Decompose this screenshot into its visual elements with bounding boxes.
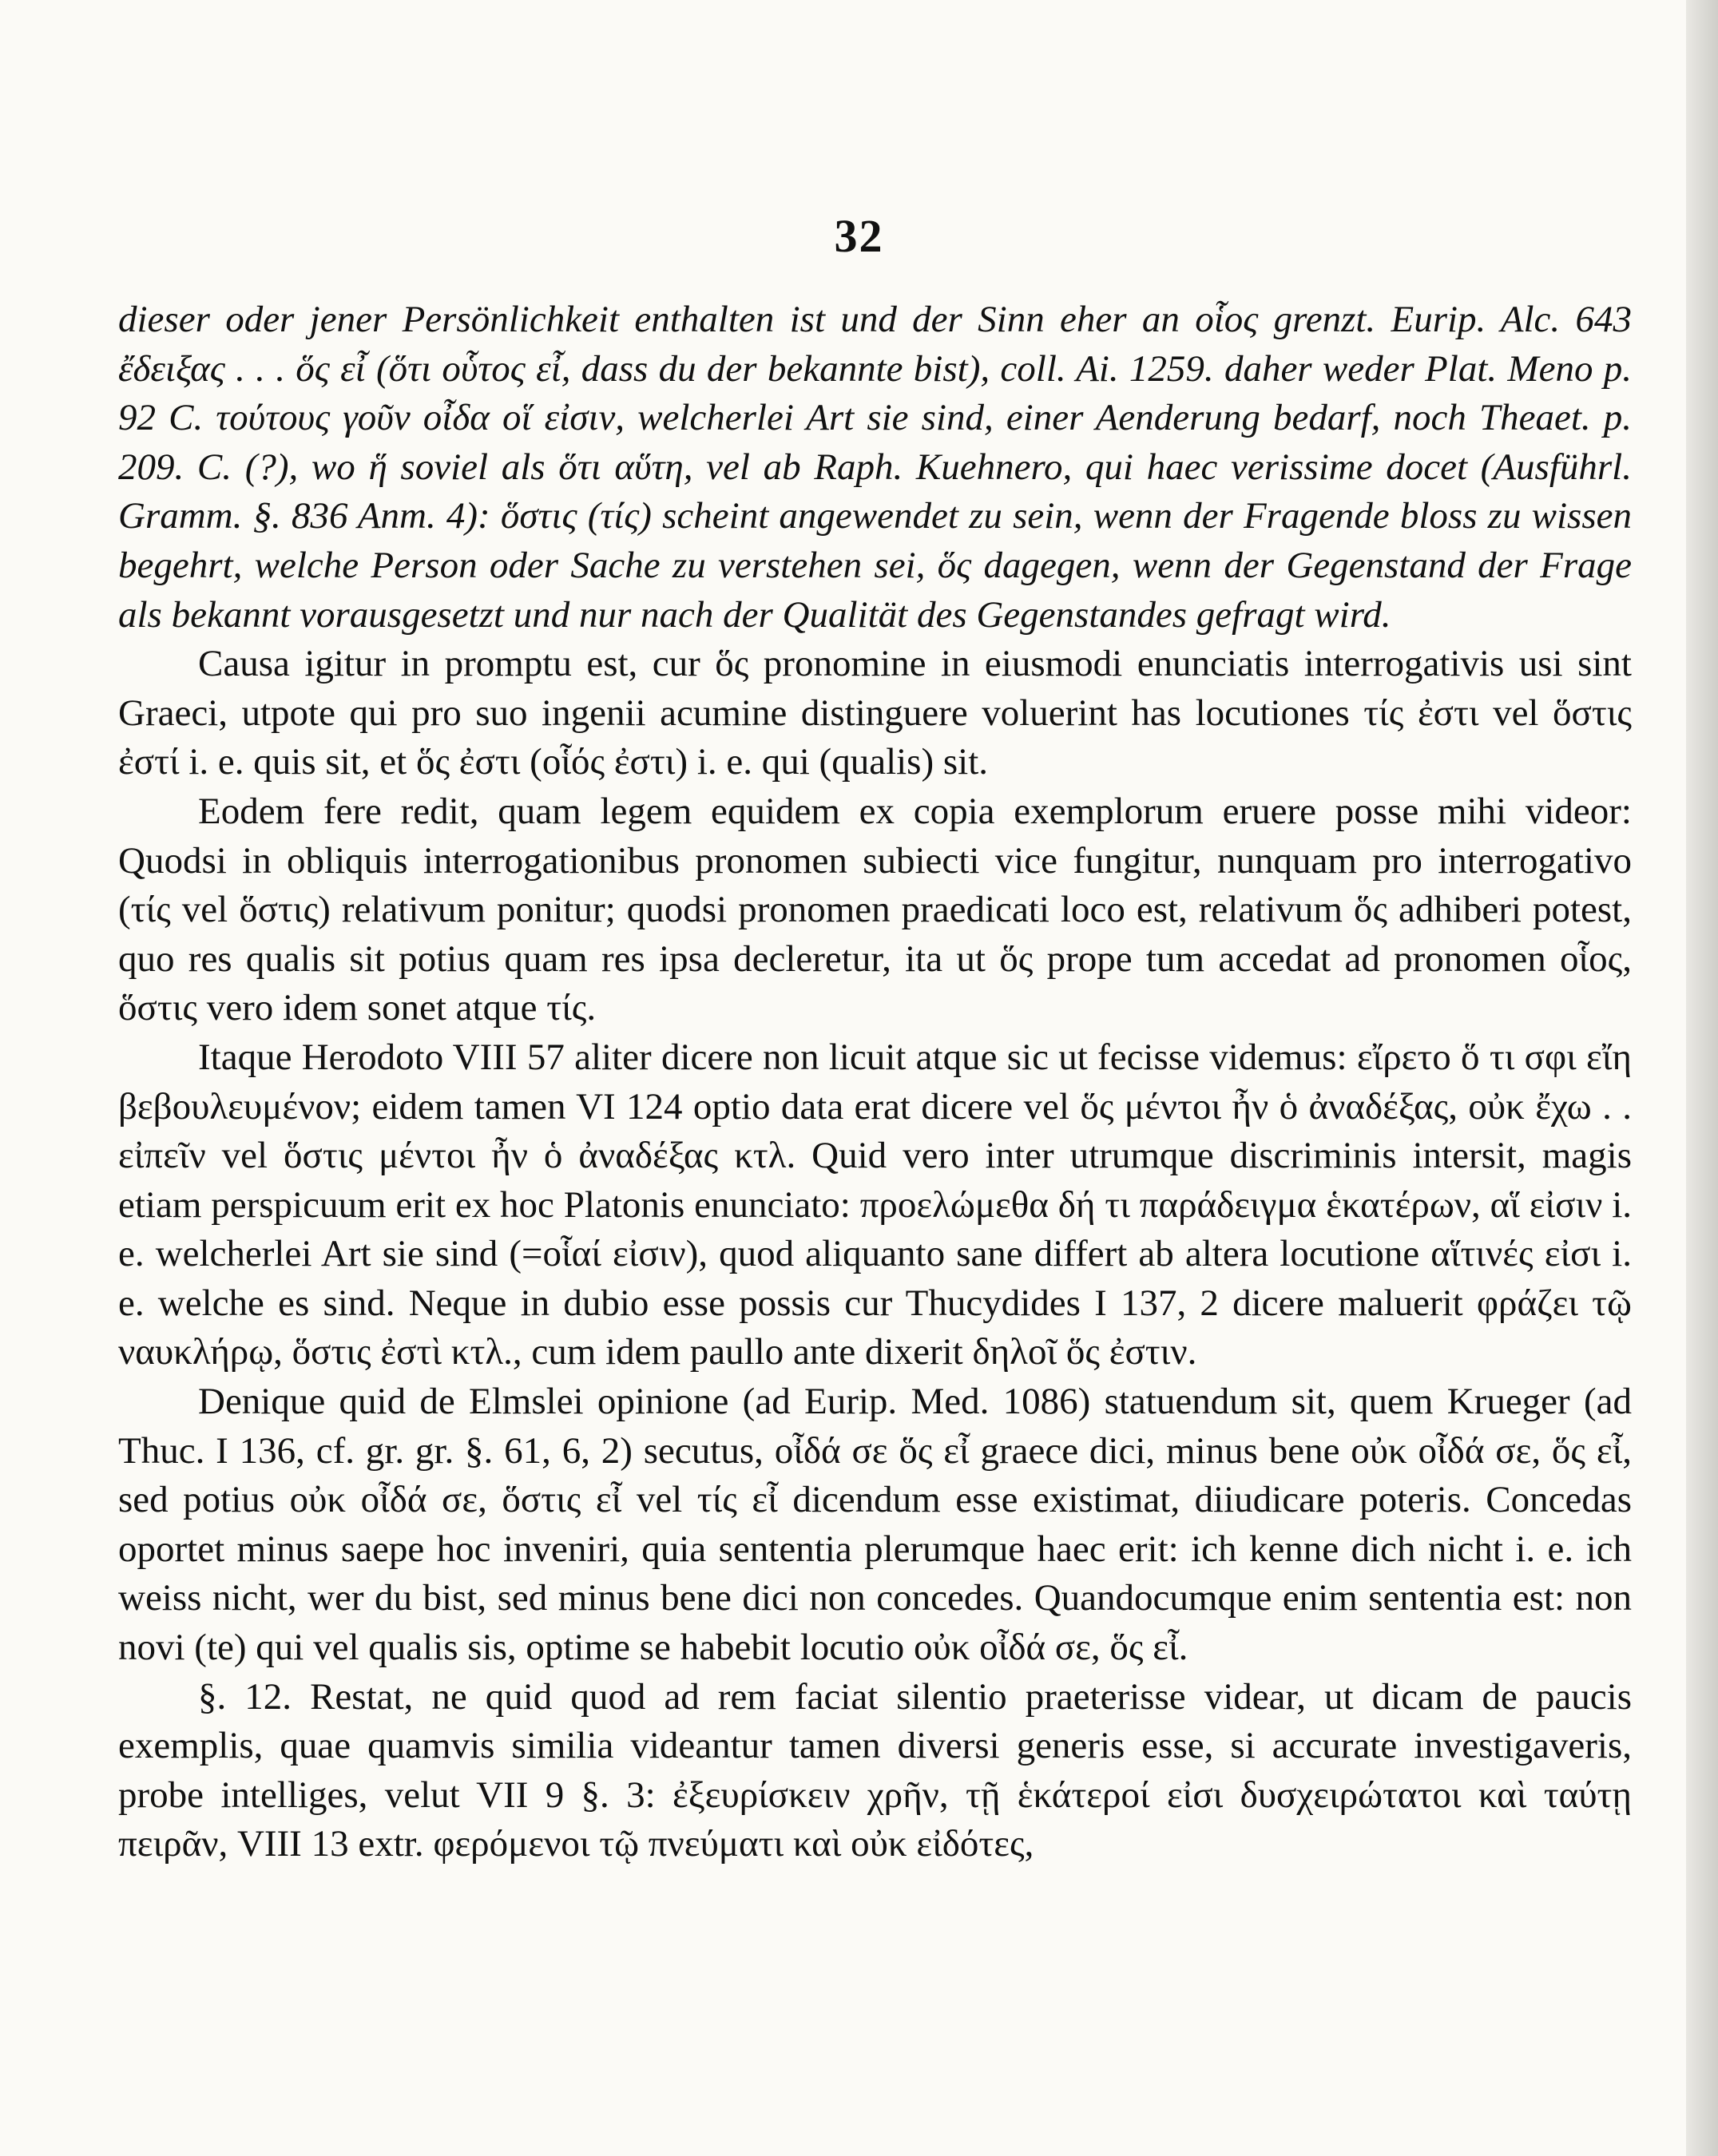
paragraph-2: Causa igitur in promptu est, cur ὅς pronomine in eiusmodi enunciatis interrogativis usi sint Graeci, utpote qui pro suo ingenii acumine distinguere voluerint has locutiones τίς ἐστι vel ὅστις ἐστί i. e. quis sit, et ὅς ἐστι (οἷός ἐστι) i. e. qui (qualis) sit. [118,643,1632,783]
page-edge-shadow [1686,0,1718,2156]
paragraph-1: dieser oder jener Persönlichkeit enthalten ist und der Sinn eher an οἷος grenzt. Eurip. Alc. 643 ἔδειξας . . . ὅς εἶ (ὅτι οὗτος εἶ, dass du der bekannte bist), coll. Ai. 1259. daher weder Plat. Meno p. 92 C. τούτους γοῦν οἶδα οἵ εἰσιν, welcherlei Art sie sind, einer Aenderung bedarf, noch Theaet. p. 209. C. (?), wo ἥ soviel als ὅτι αὕτη, vel ab Raph. Kuehnero, qui haec verissime docet (Ausführl. Gramm. §. 836 Anm. 4): ὅστις (τίς) scheint angewendet zu sein, wenn der Fragende bloss zu wissen begehrt, welche Person oder Sache zu verstehen sei, ὅς dagegen, wenn der Gegenstand der Frage als bekannt vorausgesetzt und nur nach der Qualität des Gegenstandes gefragt wird. [118,299,1632,636]
body-text [118,295,1632,1869]
page-number: 32 [834,210,884,262]
paragraph-6: §. 12. Restat, ne quid quod ad rem faciat silentio praeterisse videar, ut dicam de paucis exemplis, quae quamvis similia videantur tamen diversi generis esse, si accurate investigaveris, probe intelliges, velut VII 9 §. 3: ἐξευρίσκειν χρῆν, τῇ ἑκάτεροί εἰσι δυσχειρώτατοι καὶ ταύτῃ πειρᾶν, VIII 13 extr. φερόμενοι τῷ πνεύματι καὶ οὐκ εἰδότες, [118,1675,1632,1865]
paragraph-4: Itaque Herodoto VIII 57 aliter dicere non licuit atque sic ut fecisse videmus: εἴρετο ὅ τι σφι εἴη βεβουλευμένον; eidem tamen VI 124 optio data erat dicere vel ὅς μέντοι ἦν ὁ ἀναδέξας, οὐκ ἔχω . . εἰπεῖν vel ὅστις μέντοι ἦν ὁ ἀναδέξας κτλ. Quid vero inter utrumque discriminis intersit, magis etiam perspicuum erit ex hoc Platonis enunciato: προελώμεθα δή τι παράδειγμα ἑκατέρων, αἵ εἰσιν i. e. welcherlei Art sie sind (=οἷαί εἰσιν), quod aliquanto sane differt ab altera locutione αἵτινές εἰσι i. e. welche es sind. Neque in dubio esse possis cur Thucydides I 137, 2 dicere maluerit φράζει τῷ ναυκλήρῳ, ὅστις ἐστὶ κτλ., cum idem paullo ante dixerit δηλοῖ ὅς ἐστιν. [118,1036,1632,1373]
paragraph-3: Eodem fere redit, quam legem equidem ex copia exemplorum eruere posse mihi videor: Quodsi in obliquis interrogationibus pronomen subiecti vice fungitur, nunquam pro interrogativo (τίς vel ὅστις) relativum ponitur; quodsi pronomen praedicati loco est, relativum ὅς adhiberi potest, quo res qualis sit potius quam res ipsa decleretur, ita ut ὅς prope tum accedat ad pronomen οἷος, ὅστις vero idem sonet atque τίς. [118,790,1632,1029]
paragraph-5: Denique quid de Elmslei opinione (ad Eurip. Med. 1086) statuendum sit, quem Krueger (ad Thuc. I 136, cf. gr. gr. §. 61, 6, 2) secutus, οἶδά σε ὅς εἶ graece dici, minus bene οὐκ οἶδά σε, ὅς εἶ, sed potius οὐκ οἶδά σε, ὅστις εἶ vel τίς εἶ dicendum esse existimat, diiudicare poteris. Concedas oportet minus saepe hoc inveniri, quia sententia plerumque haec erit: ich kenne dich nicht i. e. ich weiss nicht, wer du bist, sed minus bene dici non concedes. Quandocumque enim sententia est: non novi (te) qui vel qualis sis, optime se habebit locutio οὐκ οἶδά σε, ὅς εἶ. [118,1381,1632,1669]
